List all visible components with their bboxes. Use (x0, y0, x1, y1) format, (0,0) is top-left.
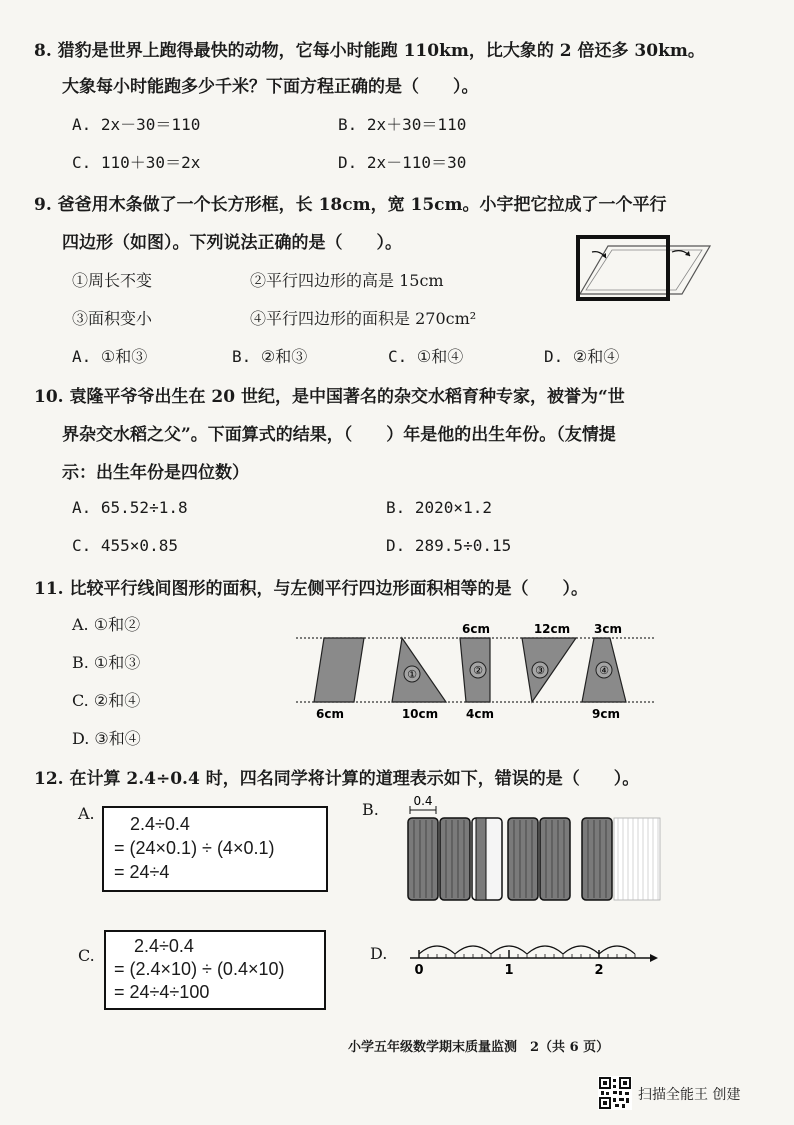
q9-option-c[interactable]: C. ①和④ (388, 347, 464, 366)
bar-group-3 (508, 818, 538, 900)
q12-c-line3: = 24÷4÷100 (114, 982, 210, 1002)
page-footer: 小学五年级数学期末质量监测 2（共 6 页） (348, 1040, 610, 1055)
q11-option-b[interactable]: B. ①和③ (72, 653, 141, 672)
q11-line1: 11. 比较平行线间图形的面积，与左侧平行四边形面积相等的是（ ）。 (34, 579, 588, 599)
q9-option-d[interactable]: D. ②和④ (544, 347, 620, 366)
q8-option-d[interactable]: D. 2x－110＝30 (338, 153, 467, 172)
q8-option-a[interactable]: A. 2x－30＝110 (72, 115, 201, 134)
q10-line1: 10. 袁隆平爷爷出生在 20 世纪，是中国著名的杂交水稻育种专家，被誉为“世 (34, 387, 625, 407)
q8-line1: 8. 猎豹是世界上跑得最快的动物，它每小时能跑 110km，比大象的 2 倍还多 30km。 (34, 41, 705, 61)
bar-group-1 (408, 818, 438, 900)
q12-option-c-box[interactable] (104, 930, 326, 1010)
q9-line1: 9. 爸爸用木条做了一个长方形框，长 18cm，宽 15cm。小宇把它拉成了一个平行 (34, 195, 667, 215)
label-bottom-6cm: 6cm (316, 707, 344, 721)
label-bottom-9cm: 9cm (592, 707, 620, 721)
q9-option-b[interactable]: B. ②和③ (232, 347, 308, 366)
q10-option-c[interactable]: C. 455×0.85 (72, 536, 178, 555)
shape-2-mark: ② (473, 664, 483, 677)
left-parallelogram (314, 638, 364, 702)
q9-statement-3: ③面积变小 (72, 309, 153, 328)
q12-option-b-label[interactable]: B. (362, 800, 379, 819)
label-top-3cm: 3cm (594, 622, 622, 636)
q10-option-b[interactable]: B. 2020×1.2 (386, 498, 492, 517)
bar-partial (476, 818, 486, 900)
q12-c-line2: = (2.4×10) ÷ (0.4×10) (114, 959, 285, 979)
q12-line1: 12. 在计算 2.4÷0.4 时，四名同学将计算的道理表示如下，错误的是（ ）。 (34, 769, 640, 789)
q11-option-d[interactable]: D. ③和④ (72, 729, 141, 748)
q9-statement-1: ①周长不变 (72, 271, 153, 290)
scanner-brand: 扫描全能王 创建 (638, 1087, 741, 1103)
q9-statement-4: ④平行四边形的面积是 270cm² (250, 309, 477, 328)
number-line-arrow (650, 954, 658, 962)
q10-option-d[interactable]: D. 289.5÷0.15 (386, 536, 512, 555)
q11-option-c[interactable]: C. ②和④ (72, 691, 141, 710)
q12-c-line1: 2.4÷0.4 (134, 936, 194, 956)
q9-statement-2: ②平行四边形的高是 15cm (250, 271, 444, 290)
bar-group-5 (582, 818, 612, 900)
q12-option-d-label[interactable]: D. (370, 944, 388, 963)
q12-option-a-label[interactable]: A. (78, 804, 95, 823)
q11-shapes-figure (290, 618, 662, 724)
q12-option-b-figure[interactable] (400, 794, 676, 906)
q12-a-line2: = (24×0.1) ÷ (4×0.1) (114, 838, 275, 858)
q12-option-a-box[interactable] (102, 806, 328, 892)
q9-frame-figure (572, 232, 722, 306)
q12-a-line3: = 24÷4 (114, 862, 170, 882)
shape-4-mark: ④ (599, 664, 609, 677)
b-top-label: 0.4 (413, 794, 433, 808)
shape-1-mark: ① (407, 668, 417, 681)
shape-3-mark: ③ (535, 664, 545, 677)
tick-1: 1 (504, 963, 514, 978)
q9-option-a[interactable]: A. ①和③ (72, 347, 148, 366)
shape-3-triangle (522, 638, 576, 702)
q8-option-b[interactable]: B. 2x＋30＝110 (338, 115, 467, 134)
jump-arcs (419, 946, 635, 954)
q8-line2: 大象每小时能跑多少千米？下面方程正确的是（ ）。 (62, 77, 479, 97)
bar-group-2 (440, 818, 470, 900)
arrow-head-right (685, 251, 690, 256)
bar-group-4 (540, 818, 570, 900)
qr-code-icon (598, 1076, 632, 1110)
label-top-6cm: 6cm (462, 622, 490, 636)
q11-option-a[interactable]: A. ①和② (72, 615, 141, 634)
q10-line3: 示：出生年份是四位数） (62, 463, 249, 483)
q12-option-c-label[interactable]: C. (78, 946, 95, 965)
label-bottom-10cm: 10cm (401, 707, 439, 721)
q10-option-a[interactable]: A. 65.52÷1.8 (72, 498, 188, 517)
parallelogram-outline (580, 246, 710, 294)
q12-option-d-number-line[interactable] (400, 928, 664, 980)
q9-line2: 四边形（如图）。下列说法正确的是（ ）。 (62, 233, 402, 253)
tick-0: 0 (414, 963, 424, 978)
label-bottom-4cm: 4cm (466, 707, 494, 721)
q8-option-c[interactable]: C. 110＋30＝2x (72, 153, 201, 172)
q12-a-line1: 2.4÷0.4 (130, 814, 190, 834)
tick-2: 2 (594, 963, 604, 978)
q10-line2: 界杂交水稻之父”。下面算式的结果，（ ）年是他的出生年份。（友情提 (62, 425, 616, 445)
label-top-12cm: 12cm (533, 622, 571, 636)
